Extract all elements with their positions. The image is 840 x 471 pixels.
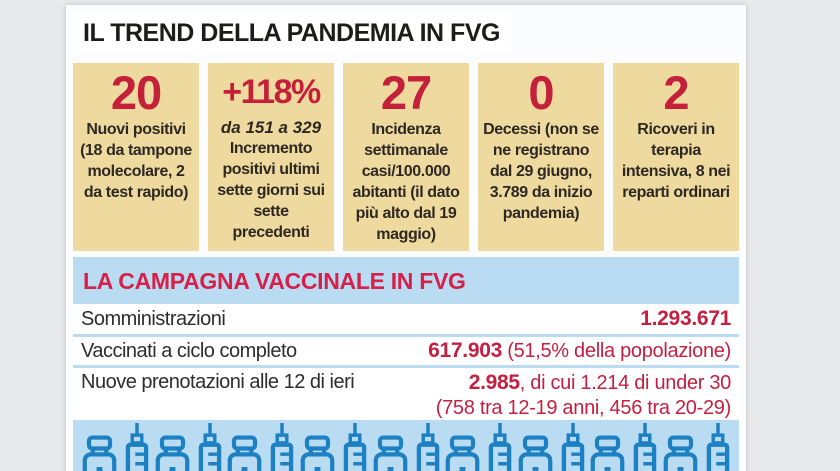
stat-label: Decessi (non se ne registrano dal 29 giugno, 3.789 da inizio pandemia) bbox=[483, 121, 599, 222]
row-value: 1.293.671 bbox=[640, 307, 731, 330]
header-bar bbox=[73, 13, 511, 55]
row-label: Somministrazioni bbox=[81, 307, 226, 330]
row-value-line2: (758 tra 12-19 anni, 456 tra 20-29) bbox=[435, 397, 731, 419]
stat-value: 27 bbox=[380, 66, 432, 119]
stat-label: Nuovi positivi (18 da tampone molecolare, 2 da test rapido) bbox=[80, 121, 192, 201]
stat-cards-row bbox=[73, 63, 739, 251]
vial-syringe-pair bbox=[299, 423, 368, 471]
stat-value: 2 bbox=[663, 66, 689, 119]
syringe-icon bbox=[632, 423, 658, 471]
syringe-icon bbox=[342, 423, 368, 471]
vaccine-vial-icon bbox=[226, 435, 263, 471]
syringe-icon bbox=[197, 423, 223, 471]
vial-syringe-pair bbox=[444, 423, 513, 471]
vaccine-icons-strip bbox=[73, 423, 739, 471]
vaccine-vial-icon bbox=[372, 435, 409, 471]
stat-value: +118% bbox=[222, 73, 320, 111]
page-title: IL TREND DELLA PANDEMIA IN FVG bbox=[83, 19, 500, 47]
vaccine-vial-icon bbox=[444, 435, 481, 471]
vaccine-row-administrations bbox=[73, 304, 739, 334]
vial-syringe-pair bbox=[589, 423, 658, 471]
syringe-icon bbox=[705, 423, 731, 471]
vial-syringe-pair bbox=[226, 423, 295, 471]
vaccine-campaign-section bbox=[73, 257, 739, 471]
vaccine-section-title: LA CAMPAGNA VACCINALE IN FVG bbox=[83, 268, 466, 294]
vaccine-vial-icon bbox=[662, 435, 699, 471]
vaccine-vial-icon bbox=[299, 435, 336, 471]
infographic-panel bbox=[66, 5, 746, 471]
syringe-icon bbox=[487, 423, 513, 471]
vaccine-vial-icon bbox=[589, 435, 626, 471]
vial-syringe-pair bbox=[662, 423, 731, 471]
stat-label: Incidenza settimanale casi/100.000 abitanti (il dato più alto dal 19 maggio) bbox=[352, 121, 460, 243]
row-label: Nuove prenotazioni alle 12 di ieri bbox=[81, 371, 355, 393]
vaccine-row-new-bookings bbox=[73, 368, 739, 420]
vaccine-vial-icon bbox=[517, 435, 554, 471]
syringe-icon bbox=[415, 423, 441, 471]
row-value: 2.985, di cui 1.214 di under 30 (758 tra 12-19 anni, 456 tra 20-29) bbox=[435, 371, 731, 419]
stat-label: Ricoveri in terapia intensiva, 8 nei reparti ordinari bbox=[621, 121, 731, 201]
syringe-icon bbox=[560, 423, 586, 471]
stat-card-incidence bbox=[343, 63, 469, 251]
syringe-icon bbox=[269, 423, 295, 471]
stat-card-icu bbox=[613, 63, 739, 251]
stat-value: 20 bbox=[110, 66, 162, 119]
vial-syringe-pair bbox=[81, 423, 150, 471]
stat-card-weekly-increase bbox=[208, 63, 334, 251]
vial-syringe-pair bbox=[154, 423, 223, 471]
vial-syringe-pair bbox=[517, 423, 586, 471]
vaccine-row-fully-vaccinated bbox=[73, 337, 739, 365]
row-label: Vaccinati a ciclo completo bbox=[81, 339, 297, 362]
stat-highlight: da 151 a 329 bbox=[220, 118, 322, 137]
stat-label: Incremento positivi ultimi sette giorni sui sette precedenti bbox=[217, 140, 325, 241]
vaccine-vial-icon bbox=[81, 435, 118, 471]
vaccine-vial-icon bbox=[154, 435, 191, 471]
stat-card-new-positives bbox=[73, 63, 199, 251]
vial-syringe-pair bbox=[372, 423, 441, 471]
stat-card-deaths bbox=[478, 63, 604, 251]
row-value: 617.903 (51,5% della popolazione) bbox=[428, 339, 731, 362]
syringe-icon bbox=[124, 423, 150, 471]
stat-value: 0 bbox=[528, 66, 554, 119]
